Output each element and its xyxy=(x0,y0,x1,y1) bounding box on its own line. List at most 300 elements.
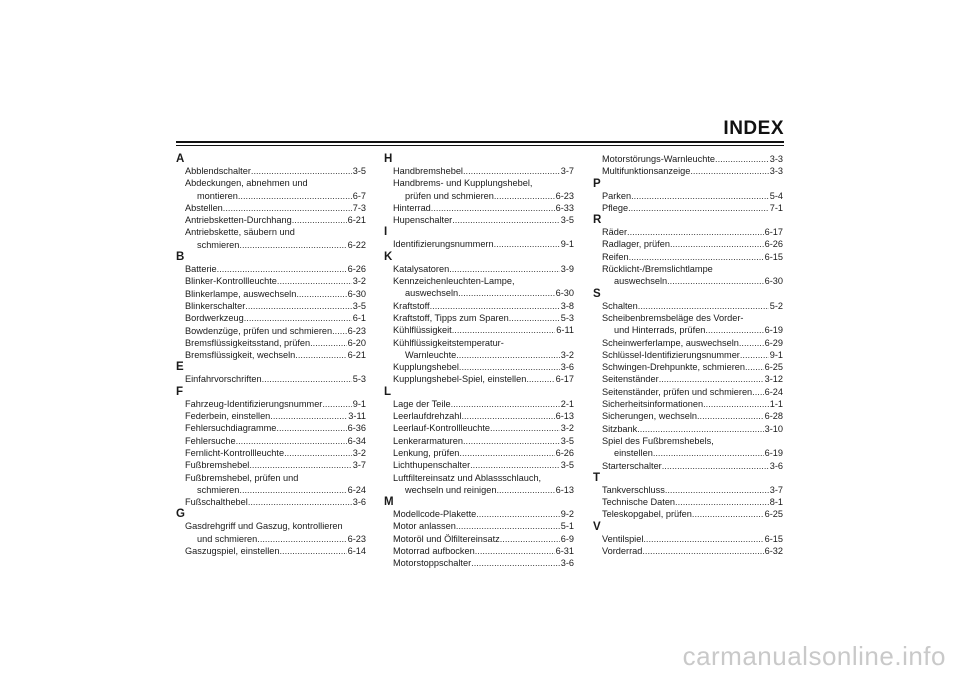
dot-leader xyxy=(431,202,555,214)
index-entry-text: Parken xyxy=(602,190,632,201)
index-entry[interactable] xyxy=(384,373,574,385)
dot-leader xyxy=(475,545,555,557)
index-entry-text: Antriebsketten-Durchhang xyxy=(185,215,292,226)
index-letter-heading: V xyxy=(593,520,601,533)
index-entry-text: Fehlersuche xyxy=(185,435,236,446)
index-entry[interactable] xyxy=(384,300,574,312)
index-entry-text: Teleskopgabel, prüfen xyxy=(602,509,692,520)
index-entry-text: Sicherungen, wechseln xyxy=(602,411,697,422)
index-entry-text: prüfen und schmieren xyxy=(405,190,494,201)
dot-leader xyxy=(452,324,556,336)
index-page-number: 3-5 xyxy=(560,460,574,471)
dot-leader xyxy=(494,190,555,202)
index-entry[interactable] xyxy=(176,325,366,337)
dot-leader xyxy=(715,153,769,165)
index-entry-text: Blinkerschalter xyxy=(185,300,246,311)
index-entry-text: Seitenständer, prüfen und schmieren xyxy=(602,386,753,397)
dot-leader xyxy=(296,288,346,300)
index-entry-text: Einfahrvorschriften xyxy=(185,374,262,385)
index-page-number: 6-30 xyxy=(555,288,574,299)
index-page-number: 3-2 xyxy=(560,423,574,434)
index-entry[interactable] xyxy=(593,349,783,361)
index-entry[interactable] xyxy=(176,263,366,275)
index-page-number: 5-3 xyxy=(352,374,366,385)
index-entry[interactable] xyxy=(593,337,783,349)
index-entry-text: Abdeckungen, abnehmen und xyxy=(185,178,308,189)
index-entry-text: und Hinterrads, prüfen xyxy=(614,325,706,336)
index-entry[interactable] xyxy=(176,422,366,434)
index-entry[interactable] xyxy=(593,508,783,520)
index-entry[interactable] xyxy=(593,238,783,250)
index-entry-text: Seitenständer xyxy=(602,374,659,385)
index-entry[interactable] xyxy=(593,545,783,557)
index-entry-text: Multifunktionsanzeige xyxy=(602,166,691,177)
page-title: INDEX xyxy=(723,118,784,139)
index-entry-text: Fahrzeug-Identifizierungsnummer xyxy=(185,398,323,409)
index-page-number: 6-23 xyxy=(347,533,366,544)
index-entry[interactable] xyxy=(176,459,366,471)
index-page-number: 6-23 xyxy=(347,325,366,336)
dot-leader xyxy=(642,545,763,557)
dot-leader xyxy=(277,275,352,287)
index-entry-text: Kupplungshebel-Spiel, einstellen xyxy=(393,374,527,385)
index-entry[interactable] xyxy=(593,460,783,472)
index-page-number: 6-29 xyxy=(764,337,783,348)
index-entry[interactable] xyxy=(176,373,366,385)
index-page-number: 5-1 xyxy=(560,521,574,532)
index-entry-text: Kraftstoff, Tipps zum Sparen xyxy=(393,312,509,323)
index-page-number: 5-2 xyxy=(769,300,783,311)
index-letter-heading: L xyxy=(384,385,392,398)
index-entry-text: Katalysatoren xyxy=(393,263,450,274)
index-page-number: 6-30 xyxy=(764,276,783,287)
index-page-number: 5-3 xyxy=(560,312,574,323)
index-entry[interactable] xyxy=(384,214,574,226)
index-entry-text: Handbrems- und Kupplungshebel, xyxy=(393,178,533,189)
dot-leader xyxy=(463,165,560,177)
index-entry[interactable] xyxy=(384,520,574,532)
index-entry-text: auswechseln xyxy=(405,288,459,299)
index-entry-text: wechseln und reinigen xyxy=(405,484,497,495)
index-entry-text: Starterschalter xyxy=(602,460,662,471)
index-entry-text: Bowdenzüge, prüfen und schmieren xyxy=(185,325,333,336)
index-entry[interactable] xyxy=(176,288,366,300)
index-page-number: 9-2 xyxy=(560,509,574,520)
index-entry-text: Kühlflüssigkeitstemperatur- xyxy=(393,337,504,348)
index-entry[interactable] xyxy=(384,349,574,361)
index-page-number: 6-31 xyxy=(555,546,574,557)
header-rule-thick xyxy=(176,141,784,143)
index-entry[interactable] xyxy=(176,312,366,324)
index-entry-text: Sitzbank xyxy=(602,423,638,434)
index-letter-heading: G xyxy=(176,508,185,521)
index-page-number: 3-7 xyxy=(352,460,366,471)
index-entry[interactable] xyxy=(593,153,783,165)
index-page-number: 3-6 xyxy=(769,460,783,471)
index-page-number: 3-2 xyxy=(352,276,366,287)
index-letter-heading: F xyxy=(176,385,184,398)
index-entry-text: Fußbremshebel xyxy=(185,460,250,471)
index-entry[interactable] xyxy=(384,435,574,447)
index-entry[interactable] xyxy=(593,312,783,324)
index-page-number: 7-1 xyxy=(769,202,783,213)
dot-leader xyxy=(476,508,559,520)
index-entry-text: Blinker-Kontrollleuchte xyxy=(185,276,277,287)
index-entry[interactable] xyxy=(593,202,783,214)
index-entry[interactable] xyxy=(384,324,574,336)
index-page-number: 3-5 xyxy=(560,215,574,226)
dot-leader xyxy=(295,349,346,361)
index-entry[interactable] xyxy=(593,435,783,447)
index-entry[interactable] xyxy=(593,361,783,373)
index-entry-text: Fernlicht-Kontrollleuchte xyxy=(185,447,285,458)
index-entry[interactable] xyxy=(176,484,366,496)
index-page-number: 6-9 xyxy=(560,533,574,544)
index-entry[interactable] xyxy=(384,447,574,459)
dot-leader xyxy=(752,386,763,398)
index-entry[interactable] xyxy=(593,263,783,275)
index-letter-heading: E xyxy=(176,361,184,374)
index-entry-text: schmieren xyxy=(197,239,240,250)
dot-leader xyxy=(461,410,554,422)
index-entry-text: Sicherheitsinformationen xyxy=(602,399,704,410)
dot-leader xyxy=(670,238,764,250)
index-page-number: 6-25 xyxy=(764,509,783,520)
index-entry[interactable] xyxy=(593,324,783,336)
dot-leader xyxy=(251,165,352,177)
dot-leader xyxy=(223,202,352,214)
index-entry[interactable] xyxy=(176,214,366,226)
index-entry[interactable] xyxy=(176,165,366,177)
index-entry[interactable] xyxy=(176,239,366,251)
dot-leader xyxy=(638,300,769,312)
index-entry-text: Bremsflüssigkeitsstand, prüfen xyxy=(185,337,311,348)
index-entry[interactable] xyxy=(176,349,366,361)
index-page-number: 3-8 xyxy=(560,300,574,311)
index-entry-text: Fußbremshebel, prüfen und xyxy=(185,472,299,483)
index-entry[interactable] xyxy=(384,508,574,520)
index-page-number: 3-9 xyxy=(560,263,574,274)
index-entry[interactable] xyxy=(593,165,783,177)
index-entry[interactable] xyxy=(384,165,574,177)
dot-leader xyxy=(236,435,347,447)
index-entry[interactable] xyxy=(176,496,366,508)
dot-leader xyxy=(430,300,560,312)
index-page-number: 3-11 xyxy=(348,411,366,422)
dot-leader xyxy=(239,484,346,496)
index-entry[interactable] xyxy=(593,275,783,287)
index-letter-heading: I xyxy=(384,226,388,239)
index-letter-heading: M xyxy=(384,496,394,509)
dot-leader xyxy=(745,361,764,373)
index-entry[interactable] xyxy=(176,177,366,189)
index-entry[interactable] xyxy=(593,410,783,422)
index-entry[interactable] xyxy=(593,533,783,545)
dot-leader xyxy=(629,251,764,263)
index-entry[interactable] xyxy=(176,190,366,202)
index-entry-text: Federbein, einstellen xyxy=(185,411,271,422)
index-column-2 xyxy=(384,153,574,570)
index-entry[interactable] xyxy=(176,545,366,557)
index-entry-text: Gasdrehgriff und Gaszug, kontrollieren xyxy=(185,521,343,532)
index-entry[interactable] xyxy=(593,190,783,202)
index-entry-text: Warnleuchte xyxy=(405,349,457,360)
index-entry-text: Bremsflüssigkeit, wechseln xyxy=(185,350,296,361)
index-entry-text: Lenkung, prüfen xyxy=(393,447,460,458)
dot-leader xyxy=(692,508,764,520)
dot-leader xyxy=(238,190,352,202)
index-page-number: 8-1 xyxy=(769,497,783,508)
index-page-number: 6-17 xyxy=(764,227,783,238)
dot-leader xyxy=(659,373,764,385)
dot-leader xyxy=(739,337,764,349)
index-entry-text: schmieren xyxy=(197,484,240,495)
index-entry[interactable] xyxy=(384,202,574,214)
dot-leader xyxy=(471,557,560,569)
index-page-number: 6-23 xyxy=(555,190,574,201)
index-entry[interactable] xyxy=(176,300,366,312)
index-entry[interactable] xyxy=(384,459,574,471)
index-entry[interactable] xyxy=(593,423,783,435)
dot-leader xyxy=(270,410,347,422)
index-entry[interactable] xyxy=(593,300,783,312)
index-page-number: 7-3 xyxy=(352,202,366,213)
dot-leader xyxy=(526,373,554,385)
index-entry[interactable] xyxy=(384,238,574,250)
dot-leader xyxy=(458,287,554,299)
dot-leader xyxy=(245,300,351,312)
dot-leader xyxy=(637,423,763,435)
dot-leader xyxy=(459,447,554,459)
index-entry[interactable] xyxy=(384,484,574,496)
dot-leader xyxy=(239,239,346,251)
dot-leader xyxy=(244,312,352,324)
index-entry[interactable] xyxy=(593,496,783,508)
index-page-number: 6-26 xyxy=(555,447,574,458)
index-entry[interactable] xyxy=(384,287,574,299)
index-entry-text: Leerlaufdrehzahl xyxy=(393,411,462,422)
dot-leader xyxy=(667,275,763,287)
dot-leader xyxy=(451,398,560,410)
index-entry-text: Kupplungshebel xyxy=(393,362,459,373)
dot-leader xyxy=(494,238,560,250)
index-entry-text: Lenkerarmaturen xyxy=(393,435,463,446)
index-letter-heading: R xyxy=(593,214,602,227)
index-letter-heading: P xyxy=(593,177,601,190)
index-page-number: 2-1 xyxy=(560,398,574,409)
dot-leader xyxy=(332,325,347,337)
index-page-number: 3-5 xyxy=(352,166,366,176)
index-entry-text: Motorstörungs-Warnleuchte xyxy=(602,154,716,164)
index-entry[interactable] xyxy=(384,533,574,545)
index-entry-text: auswechseln xyxy=(614,276,668,287)
index-entry-text: Kennzeichenleuchten-Lampe, xyxy=(393,276,515,287)
index-entry-text: Modellcode-Plakette xyxy=(393,509,477,520)
dot-leader xyxy=(292,214,347,226)
index-entry-text: Leerlauf-Kontrollleuchte xyxy=(393,423,491,434)
dot-leader xyxy=(662,460,769,472)
index-entry-text: Motorstoppschalter xyxy=(393,558,472,569)
dot-leader xyxy=(257,533,346,545)
index-column-3 xyxy=(593,153,783,557)
index-entry-text: Abstellen xyxy=(185,202,223,213)
index-entry[interactable] xyxy=(384,398,574,410)
index-entry[interactable] xyxy=(176,410,366,422)
index-page-number: 6-21 xyxy=(347,350,366,361)
index-entry-text: Radlager, prüfen xyxy=(602,239,670,250)
index-page-number: 6-32 xyxy=(764,546,783,557)
index-entry-text: Lage der Teile xyxy=(393,398,451,409)
index-entry-text: Luftfiltereinsatz und Ablassschlauch, xyxy=(393,472,542,483)
dot-leader xyxy=(697,410,764,422)
dot-leader xyxy=(631,190,769,202)
index-page-number: 6-28 xyxy=(764,411,783,422)
index-entry-text: Ventilspiel xyxy=(602,533,644,544)
index-entry[interactable] xyxy=(384,177,574,189)
index-entry-text: Batterie xyxy=(185,264,217,275)
index-entry[interactable] xyxy=(384,472,574,484)
index-entry[interactable] xyxy=(384,190,574,202)
index-page-number: 3-3 xyxy=(769,166,783,177)
index-entry[interactable] xyxy=(384,275,574,287)
index-entry-text: Vorderrad xyxy=(602,546,643,557)
index-page-number: 3-6 xyxy=(560,558,574,569)
index-entry[interactable] xyxy=(384,337,574,349)
dot-leader xyxy=(740,349,769,361)
index-entry-text: Hupenschalter xyxy=(393,215,453,226)
dot-leader xyxy=(459,361,560,373)
index-page-number: 6-13 xyxy=(555,484,574,495)
index-entry[interactable] xyxy=(176,275,366,287)
index-page-number: 6-14 xyxy=(347,546,366,557)
index-page-number: 6-20 xyxy=(347,337,366,348)
index-entry[interactable] xyxy=(384,557,574,569)
index-entry-text: Blinkerlampe, auswechseln xyxy=(185,288,297,299)
index-page-number: 3-7 xyxy=(769,484,783,495)
dot-leader xyxy=(665,484,769,496)
index-entry[interactable] xyxy=(593,484,783,496)
index-entry[interactable] xyxy=(593,251,783,263)
index-entry[interactable] xyxy=(176,337,366,349)
index-entry[interactable] xyxy=(593,386,783,398)
index-entry-text: Scheibenbremsbeläge des Vorder- xyxy=(602,312,744,323)
index-entry-text: Scheinwerferlampe, auswechseln xyxy=(602,337,739,348)
index-letter-heading: K xyxy=(384,250,393,263)
dot-leader xyxy=(627,226,764,238)
index-entry-text: Kühlflüssigkeit xyxy=(393,325,452,336)
index-page-number: 6-34 xyxy=(347,435,366,446)
index-entry[interactable] xyxy=(593,373,783,385)
index-entry-text: Abblendschalter xyxy=(185,166,251,176)
index-entry-text: Technische Daten xyxy=(602,497,676,508)
dot-leader xyxy=(456,520,560,532)
index-entry-text: Gaszugspiel, einstellen xyxy=(185,546,280,557)
index-page-number: 1-1 xyxy=(769,399,783,410)
index-page-number: 3-3 xyxy=(769,154,783,164)
dot-leader xyxy=(690,165,768,177)
dot-leader xyxy=(675,496,769,508)
index-page-number: 6-25 xyxy=(764,362,783,373)
index-entry[interactable] xyxy=(384,361,574,373)
index-entry[interactable] xyxy=(384,312,574,324)
dot-leader xyxy=(490,422,560,434)
dot-leader xyxy=(322,398,351,410)
index-letter-heading: A xyxy=(176,153,185,165)
index-page-number: 3-2 xyxy=(352,447,366,458)
watermark-text: carmanualsonline.info xyxy=(682,641,946,671)
dot-leader xyxy=(276,422,346,434)
index-page-number: 3-12 xyxy=(764,374,783,385)
index-entry-text: Schalten xyxy=(602,300,638,311)
dot-leader xyxy=(284,447,352,459)
dot-leader xyxy=(249,459,351,471)
index-letter-heading: B xyxy=(176,251,185,264)
dot-leader xyxy=(500,533,560,545)
dot-leader xyxy=(509,312,560,324)
dot-leader xyxy=(456,349,559,361)
index-page-number: 9-1 xyxy=(352,398,366,409)
index-entry[interactable] xyxy=(593,398,783,410)
dot-leader xyxy=(262,373,352,385)
index-entry[interactable] xyxy=(176,226,366,238)
index-entry[interactable] xyxy=(176,202,366,214)
index-page-number: 6-33 xyxy=(555,202,574,213)
index-entry-text: Räder xyxy=(602,227,628,238)
dot-leader xyxy=(310,337,347,349)
header-rule-thin xyxy=(176,145,784,146)
index-entry-text: Fehlersuchdiagramme xyxy=(185,423,277,434)
index-page-number: 6-15 xyxy=(764,533,783,544)
index-page-number: 6-22 xyxy=(347,239,366,250)
index-entry-text: einstellen xyxy=(614,448,653,459)
index-entry-text: montieren xyxy=(197,190,238,201)
index-entry[interactable] xyxy=(176,520,366,532)
index-entry[interactable] xyxy=(176,435,366,447)
index-page-number: 9-1 xyxy=(560,239,574,250)
index-entry[interactable] xyxy=(384,410,574,422)
index-entry-text: Motoröl und Ölfiltereinsatz xyxy=(393,533,500,544)
index-entry[interactable] xyxy=(176,533,366,545)
index-entry[interactable] xyxy=(593,447,783,459)
index-entry-text: Spiel des Fußbremshebels, xyxy=(602,435,714,446)
index-page-number: 3-6 xyxy=(352,497,366,508)
index-entry[interactable] xyxy=(176,472,366,484)
dot-leader xyxy=(217,263,347,275)
index-entry[interactable] xyxy=(384,422,574,434)
index-entry[interactable] xyxy=(593,226,783,238)
index-entry[interactable] xyxy=(384,263,574,275)
index-page-number: 3-5 xyxy=(352,300,366,311)
dot-leader xyxy=(248,496,352,508)
dot-leader xyxy=(496,484,554,496)
index-entry-text: und schmieren xyxy=(197,533,258,544)
index-entry-text: Schlüssel-Identifizierungsnummer xyxy=(602,349,740,360)
index-letter-heading: T xyxy=(593,471,601,484)
index-entry-text: Lichthupenschalter xyxy=(393,460,471,471)
index-page-number: 6-26 xyxy=(764,239,783,250)
index-entry[interactable] xyxy=(176,447,366,459)
index-entry-text: Kraftstoff xyxy=(393,300,430,311)
index-entry[interactable] xyxy=(384,545,574,557)
index-entry[interactable] xyxy=(176,398,366,410)
index-page-number: 6-17 xyxy=(555,374,574,385)
index-entry-text: Fußschalthebel xyxy=(185,497,248,508)
index-page-number: 6-30 xyxy=(347,288,366,299)
dot-leader xyxy=(628,202,769,214)
index-page-number: 6-36 xyxy=(347,423,366,434)
dot-leader xyxy=(705,324,763,336)
dot-leader xyxy=(463,435,560,447)
